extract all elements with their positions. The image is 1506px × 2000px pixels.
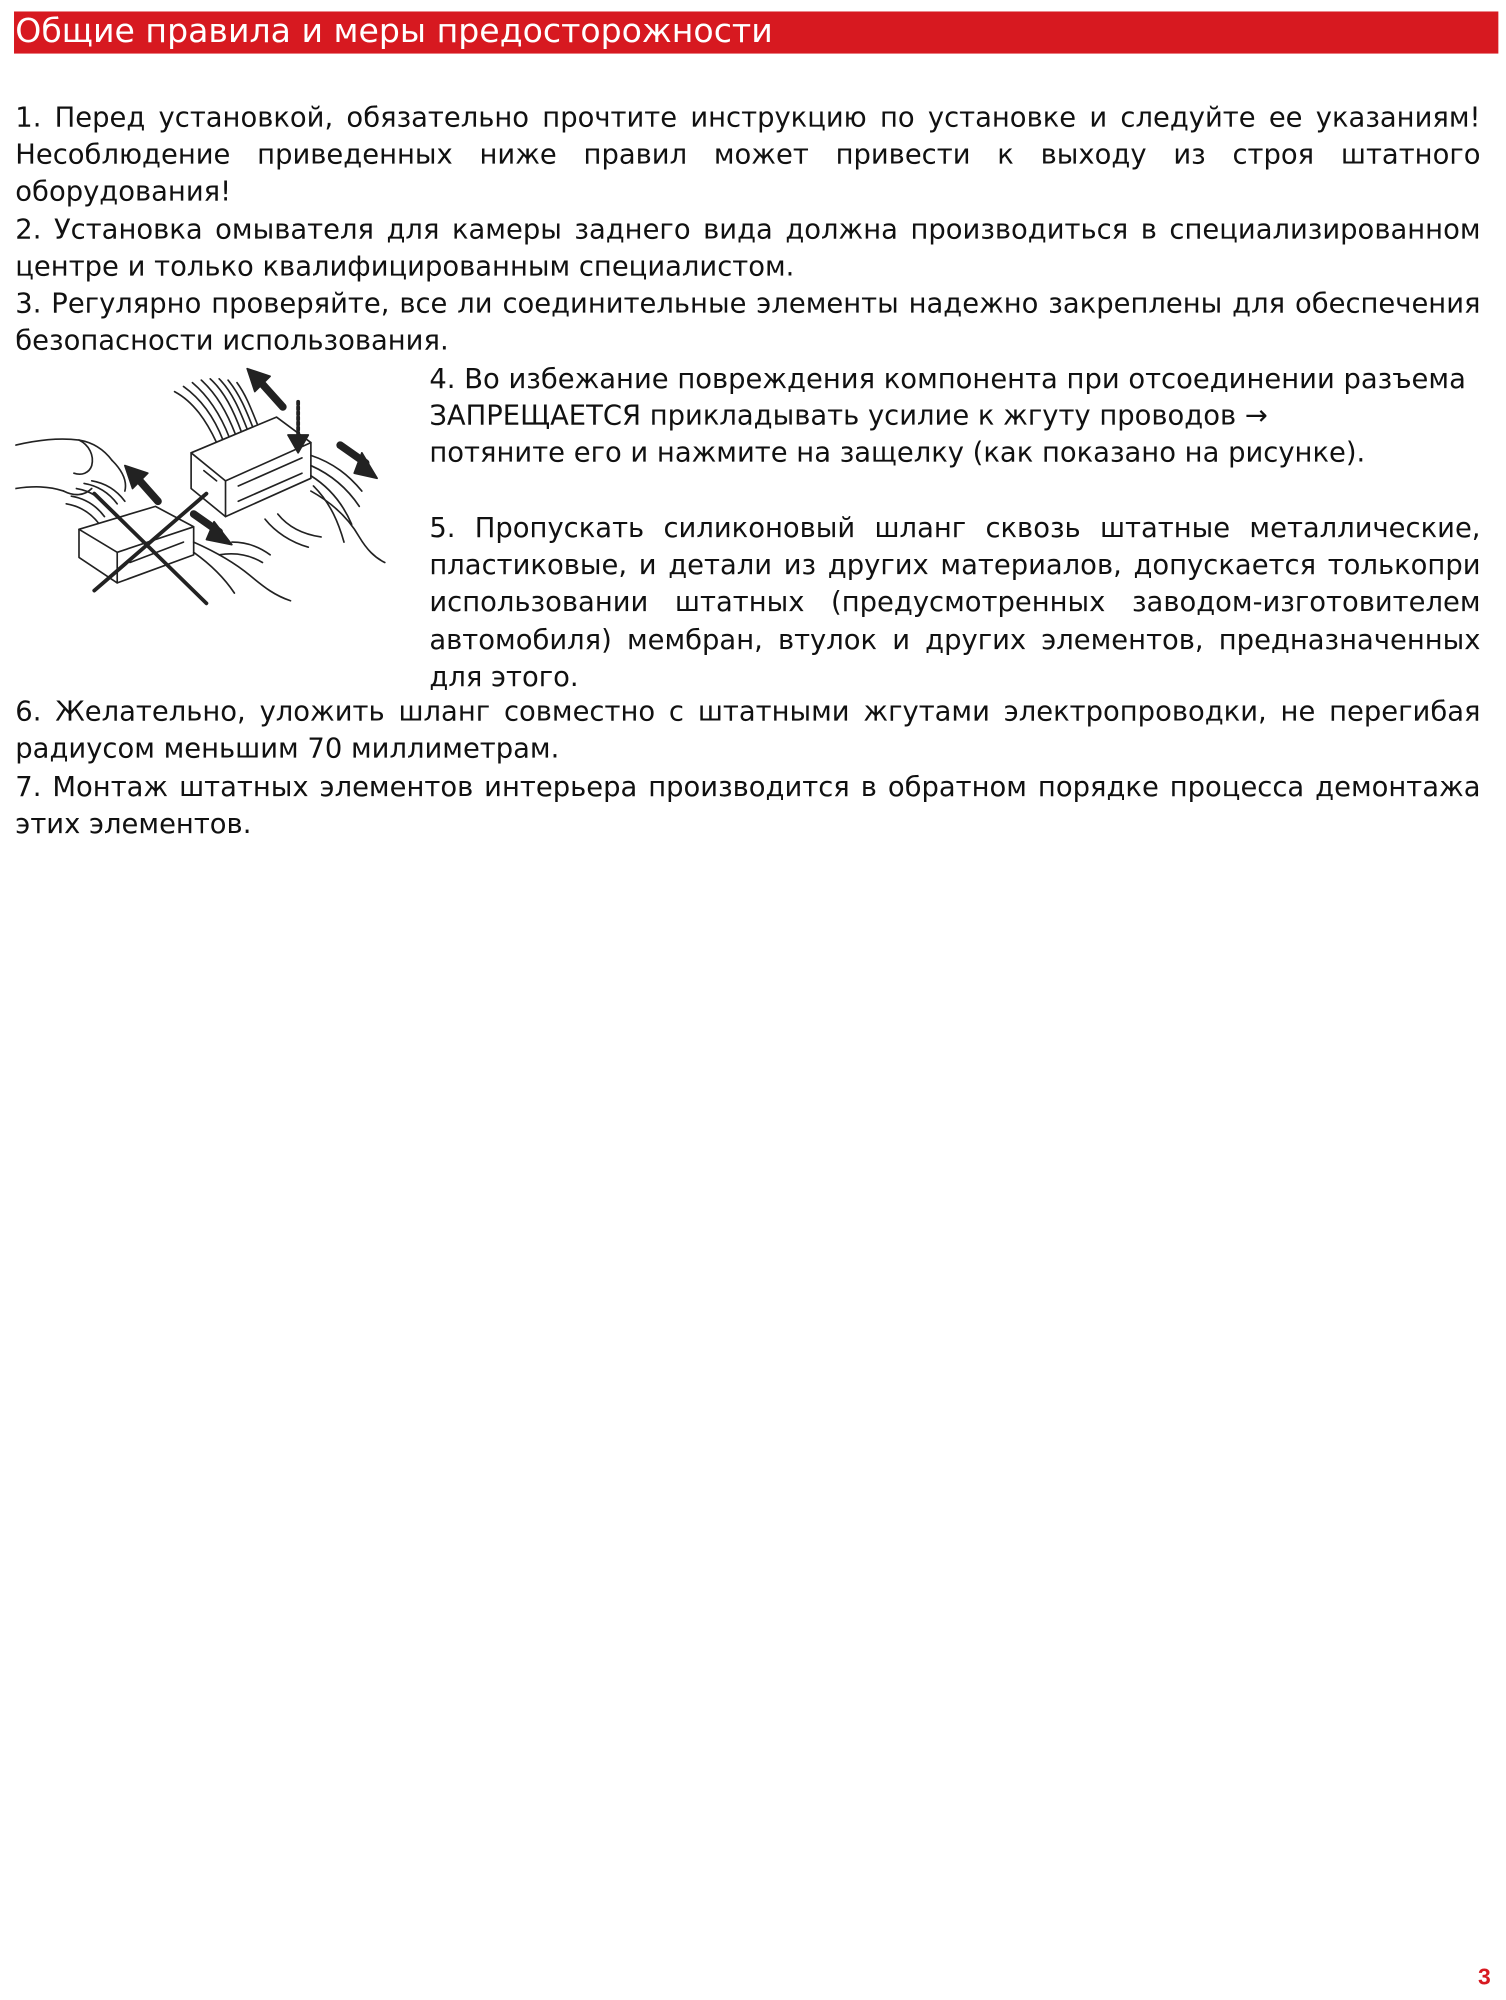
rule-number: 2. <box>15 214 42 247</box>
rule-number: 4. <box>429 363 456 396</box>
rule-item-7 <box>15 769 1480 843</box>
rule-number: 3. <box>15 288 42 321</box>
rule-text: Регулярно проверяйте, все ли соединительные элементы надежно закреплены для обеспечения безопасности использования. <box>15 288 1481 358</box>
section-title: Общие правила и меры предосторожности <box>15 12 773 52</box>
rule-text: Пропускать силиконовый шланг сквозь штатные металлические, пластиковые, и детали из других материалов, допускается толькопри использовании штатных (предусмотренных заводом-изготовителем автомобиля) мембран, втулок и других элементов, предназначенных для этого. <box>429 512 1481 694</box>
rule-text-warning: ЗАПРЕЩАЕТСЯ прикладывать усилие к жгуту проводов → <box>429 400 1268 433</box>
rule-item-2 <box>15 212 1480 286</box>
rule-number: 1. <box>15 102 42 134</box>
upper-connector-body <box>191 417 311 516</box>
rule-text: Монтаж штатных элементов интерьера производится в обратном порядке процесса демонтажа этих элементов. <box>15 771 1481 841</box>
rule-item-1 <box>15 99 1480 211</box>
rule-text: Желательно, уложить шланг совместно с штатными жгутами электропроводки, не перегибая радиусом меньшим 70 миллиметрам. <box>15 696 1481 766</box>
rule-item-6 <box>15 694 1480 768</box>
rule-item-5 <box>429 510 1480 696</box>
connector-illustration <box>15 364 416 606</box>
rule-text: Установка омывателя для камеры заднего вида должна производиться в специализированном центре и только квалифицированным специалистом. <box>15 214 1481 284</box>
section-header <box>14 11 1498 53</box>
rule-number: 6. <box>15 696 42 729</box>
rule-number: 7. <box>15 771 42 804</box>
connector-drawing <box>15 364 416 606</box>
rule-item-4 <box>429 361 1480 473</box>
rule-number: 5. <box>429 512 456 545</box>
rule-text-instruction: потяните его и нажмите на защелку (как показано на рисунке). <box>429 438 1366 470</box>
rule-item-3 <box>15 286 1480 360</box>
page-number: 3 <box>1477 1964 1491 1990</box>
rule-text: Перед установкой, обязательно прочтите инструкцию по установке и следуйте ее указаниям! Несоблюдение приведенных ниже правил может привести к выходу из строя штатного оборудования! <box>15 102 1481 209</box>
rule-text: Во избежание повреждения компонента при отсоединении разъема <box>455 363 1466 396</box>
